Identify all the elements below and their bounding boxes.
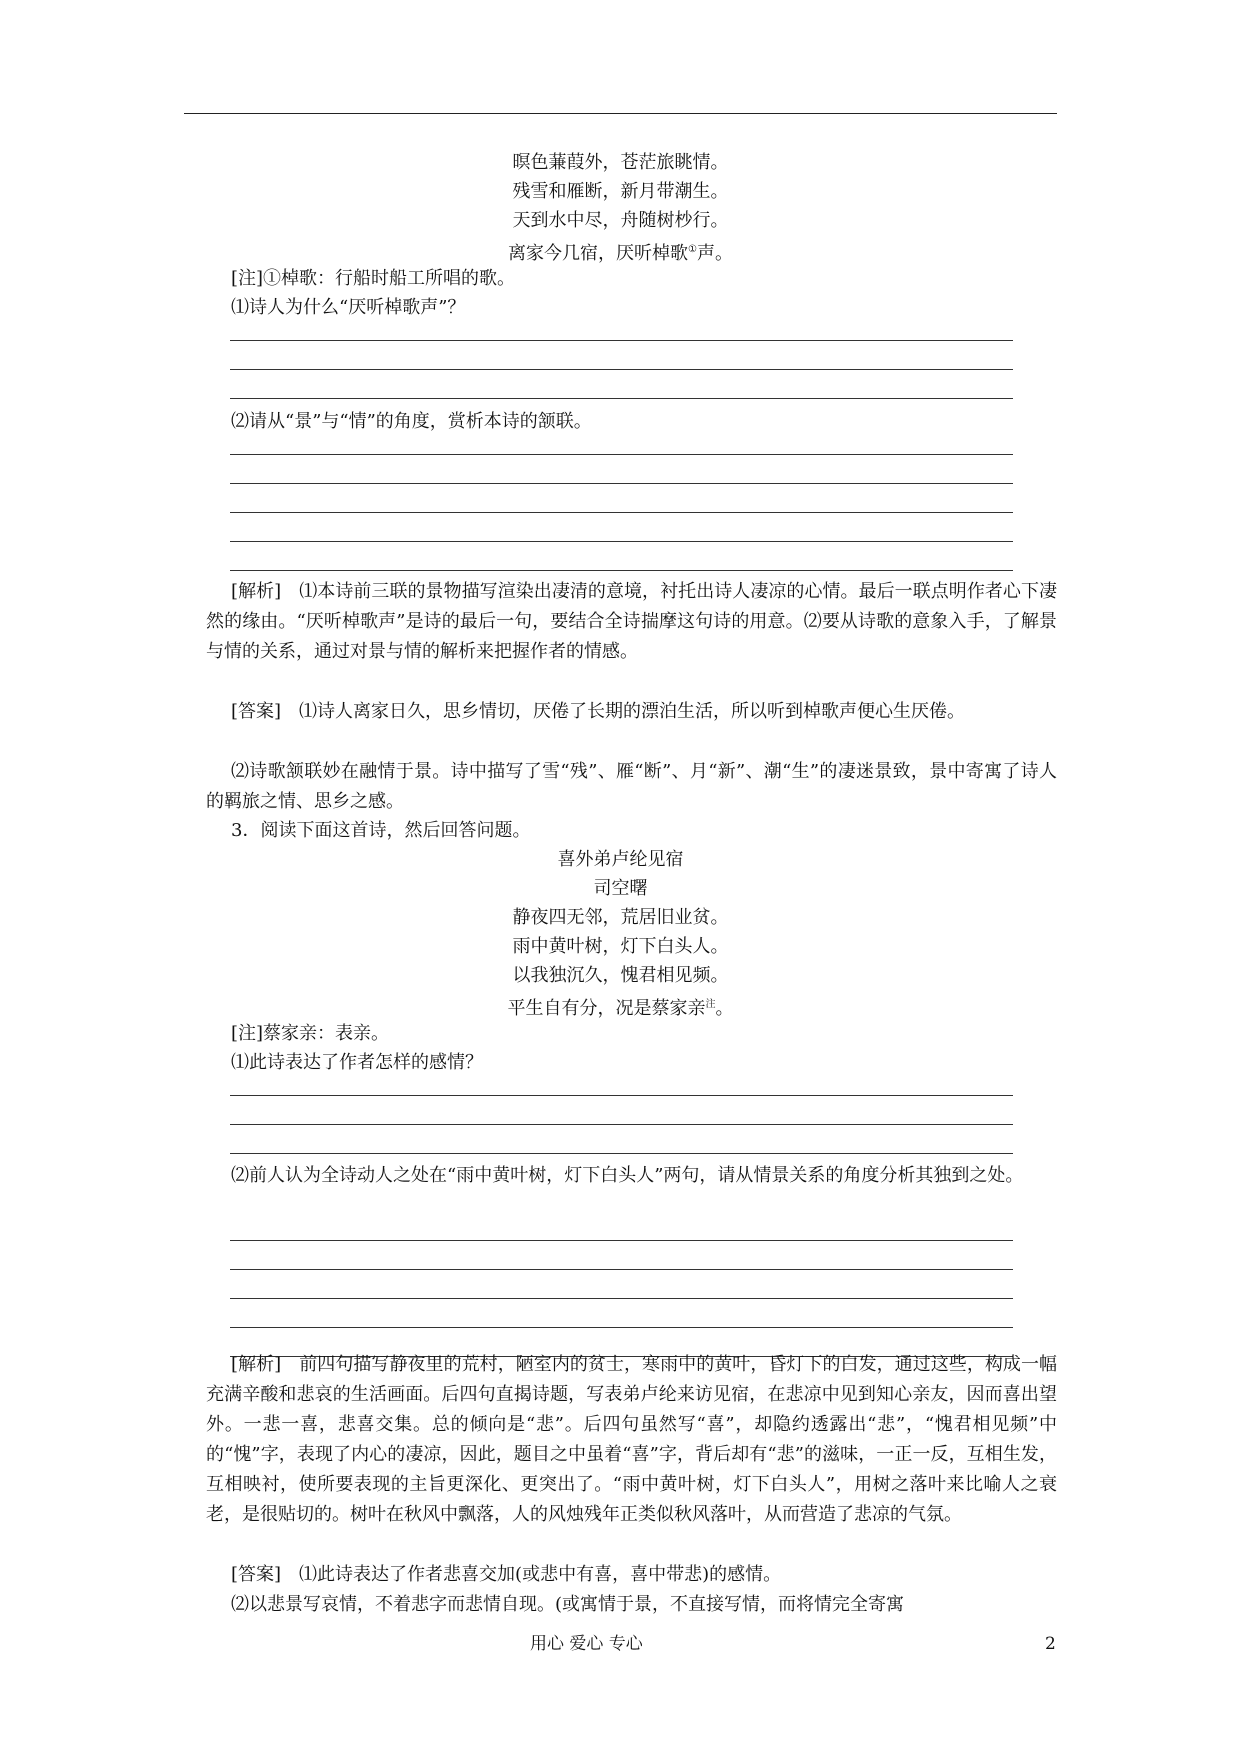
answer-line[interactable] xyxy=(230,541,1013,542)
note1: [注]①棹歌：行船时船工所唱的歌。 xyxy=(231,268,516,289)
footnote-mark: ① xyxy=(688,244,697,255)
question-3-2: ⑵前人认为全诗动人之处在“雨中黄叶树，灯下白头人”两句，请从情景关系的角度分析其独到之处。 xyxy=(231,1165,1024,1186)
note2: [注]蔡家亲：表亲。 xyxy=(231,1023,390,1044)
question-3-intro: 3．阅读下面这首诗，然后回答问题。 xyxy=(231,820,531,841)
answer-line[interactable] xyxy=(230,1269,1013,1270)
poem2-line3: 以我独沉久，愧君相见频。 xyxy=(512,965,729,986)
answer-line[interactable] xyxy=(230,1124,1013,1125)
answer-line[interactable] xyxy=(230,340,1013,341)
answer-line[interactable] xyxy=(230,454,1013,455)
poem2-title: 喜外弟卢纶见宿 xyxy=(557,849,684,870)
poem1-line4-text: 离家今几宿，厌听棹歌 xyxy=(508,243,689,264)
answer-line[interactable] xyxy=(230,1298,1013,1299)
answer-1b: ⑵诗歌颔联妙在融情于景。诗中描写了雪“残”、雁“断”、月“新”、潮“生”的凄迷景致，景中寄寓了诗人的羁旅之情、思乡之感。 xyxy=(206,761,1057,812)
page-number: 2 xyxy=(1045,1634,1056,1654)
answer-2b: ⑵以悲景写哀情，不着悲字而悲情自现。(或寓情于景，不直接写情，而将情完全寄寓 xyxy=(231,1594,905,1615)
answer-line[interactable] xyxy=(230,1095,1013,1096)
poem1-line2: 残雪和雁断，新月带潮生。 xyxy=(512,181,729,202)
question-2: ⑵请从“景”与“情”的角度，赏析本诗的颔联。 xyxy=(231,411,592,432)
analysis-2: [解析] 前四句描写静夜里的荒村，陋室内的贫士，寒雨中的黄叶，昏灯下的白发，通过这些，构成一幅充满辛酸和悲哀的生活画面。后四句直揭诗题，写表弟卢纶来访见宿，在悲凉中见到知心亲友，因而喜出望外。一悲一喜，悲喜交集。总的倾向是“悲”。后四句虽然写“喜”，却隐约透露出“悲”，“愧君相见频”中的“愧”字，表现了内心的凄凉，因此，题目之中虽着“喜”字，背后却有“悲”的滋味，一正一反，互相生发，互相映衬，使所要表现的主旨更深化、更突出了。“雨中黄叶树，灯下白头人”，用树之落叶来比喻人之衰老，是很贴切的。树叶在秋风中飘落，人的风烛残年正类似秋风落叶，从而营造了悲凉的气氛。 xyxy=(206,1354,1057,1525)
question-1: ⑴诗人为什么“厌听棹歌声”？ xyxy=(231,297,466,318)
answer-line[interactable] xyxy=(230,1153,1013,1154)
question-3-1: ⑴此诗表达了作者怎样的感情？ xyxy=(231,1052,483,1073)
answer-line[interactable] xyxy=(230,570,1013,571)
answer-line[interactable] xyxy=(230,483,1013,484)
analysis-1: [解析] ⑴本诗前三联的景物描写渲染出凄清的意境，衬托出诗人凄凉的心情。最后一联点明作者心下凄然的缘由。“厌听棹歌声”是诗的最后一句，要结合全诗揣摩这句诗的用意。⑵要从诗歌的意象入手，了解景与情的关系，通过对景与情的解析来把握作者的情感。 xyxy=(206,581,1057,662)
poem2-line4-end: 。 xyxy=(715,998,734,1019)
poem2-line4 xyxy=(184,992,1057,1022)
poem2-line1: 静夜四无邻，荒居旧业贫。 xyxy=(512,907,729,928)
poem1-line3: 天到水中尽，舟随树杪行。 xyxy=(512,210,729,231)
footnote-mark: 注 xyxy=(705,999,716,1010)
footer-motto: 用心 爱心 专心 xyxy=(530,1634,643,1654)
poem2-line4-text: 平生自有分，况是蔡家亲 xyxy=(507,998,706,1019)
poem1-line4-end: 声。 xyxy=(696,243,733,264)
answer-line[interactable] xyxy=(230,369,1013,370)
answer-2a: [答案] ⑴此诗表达了作者悲喜交加(或悲中有喜，喜中带悲)的感情。 xyxy=(231,1564,782,1585)
poem1-line4 xyxy=(184,237,1057,267)
answer-1a: [答案] ⑴诗人离家日久，思乡情切，厌倦了长期的漂泊生活，所以听到棹歌声便心生厌倦。 xyxy=(231,701,966,722)
poem2-line2: 雨中黄叶树，灯下白头人。 xyxy=(512,936,729,957)
answer-line[interactable] xyxy=(230,1240,1013,1241)
header-rule xyxy=(184,113,1057,114)
answer-line[interactable] xyxy=(230,398,1013,399)
poem2-author: 司空曙 xyxy=(593,878,648,899)
poem1-line1: 暝色蒹葭外，苍茫旅眺情。 xyxy=(512,152,729,173)
answer-line[interactable] xyxy=(230,1327,1013,1328)
answer-line[interactable] xyxy=(230,512,1013,513)
